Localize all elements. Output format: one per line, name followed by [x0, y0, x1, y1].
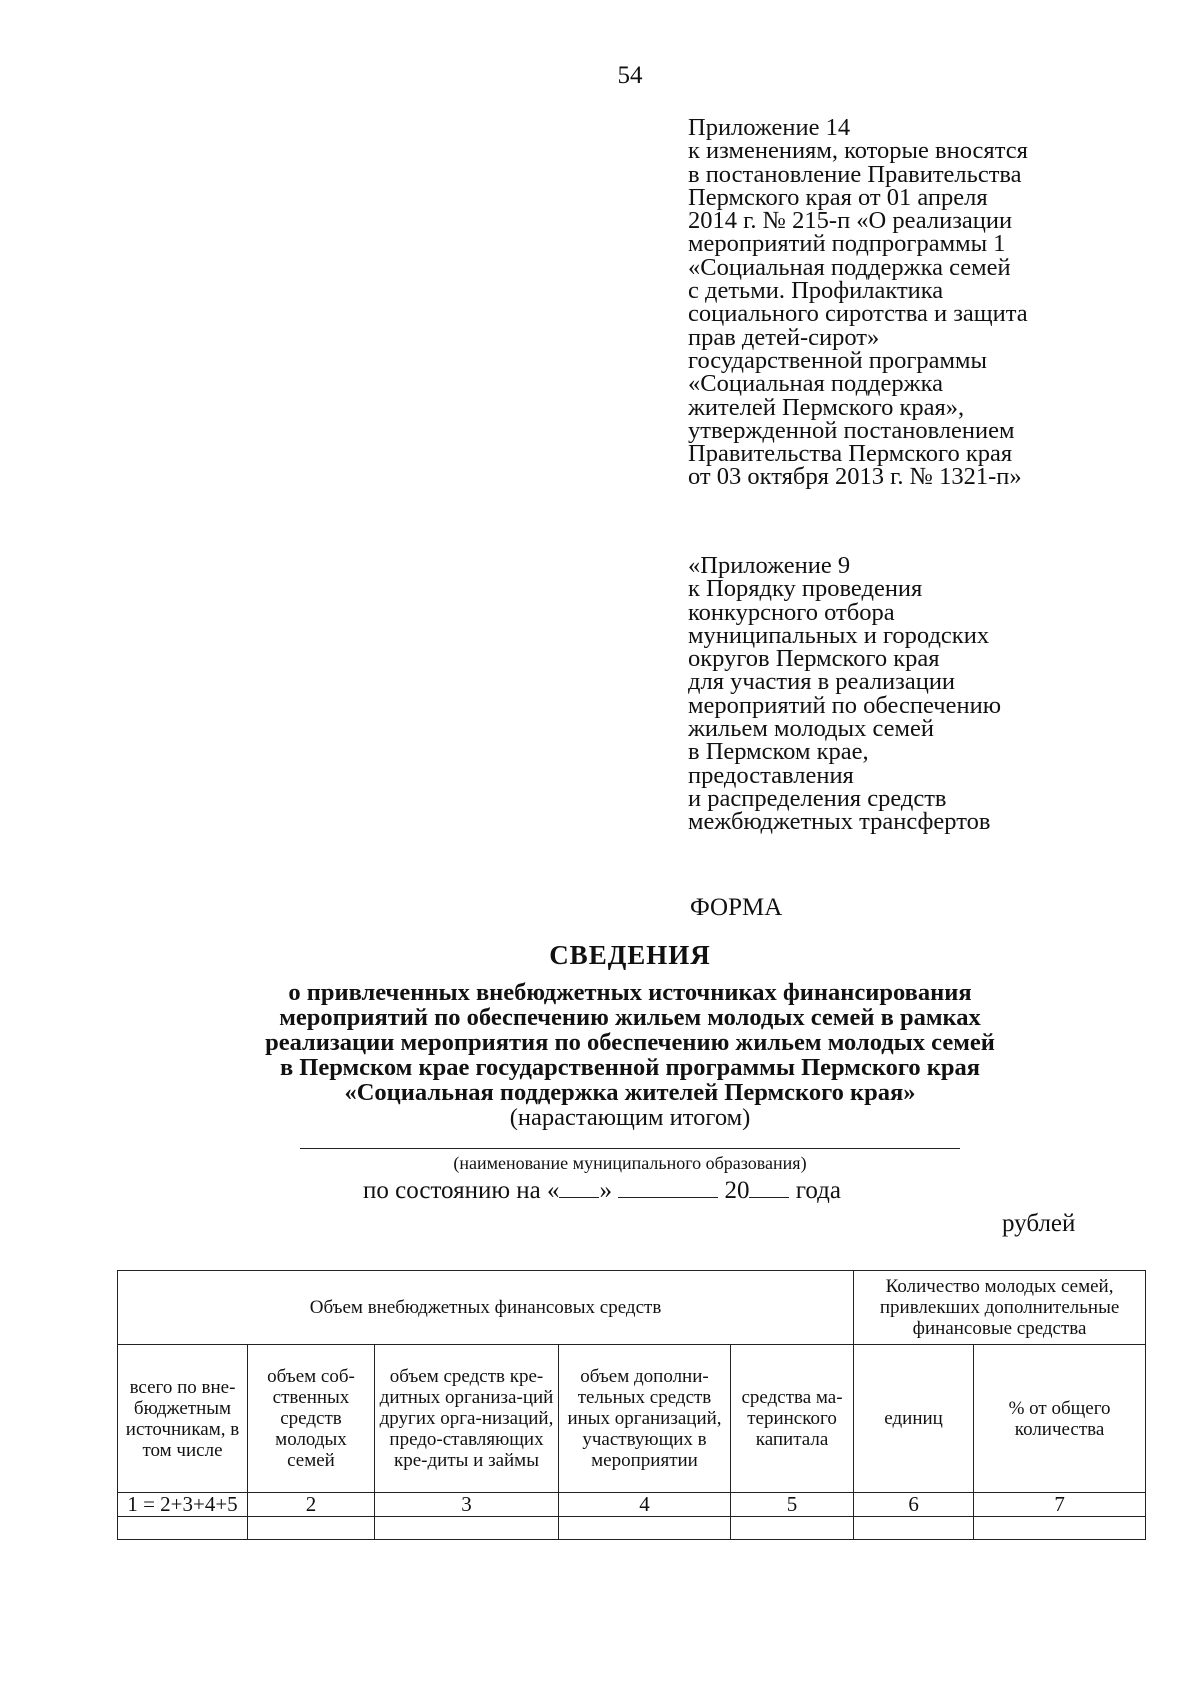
data-cell[interactable]: [974, 1517, 1146, 1540]
appendix-line: в постановление Правительства: [688, 160, 1022, 188]
appendix-line: социального сиротства и защита: [688, 300, 1028, 328]
document-subtitle: [0, 980, 1200, 1130]
header-percent: % от общего количества: [974, 1345, 1146, 1493]
date-mid: »: [599, 1177, 612, 1204]
page-number: 54: [617, 62, 643, 89]
appendix-line: государственной программы: [688, 346, 987, 374]
appendix-line: предоставления: [688, 761, 854, 789]
subtitle-line: в Пермском крае государственной программы Пермского края: [279, 1054, 981, 1081]
appendix-line: к изменениям, которые вносятся: [688, 137, 1028, 165]
appendix-line: мероприятий подпрограммы 1: [688, 230, 1006, 258]
appendix-line: утвержденной постановлением: [688, 416, 1015, 444]
appendix-14-block: [688, 116, 1028, 489]
header-families-count: Количество молодых семей, привлекших дополнительные финансовые средства: [854, 1271, 1146, 1345]
report-date-line: [363, 1177, 841, 1205]
appendix-line: жителей Пермского края»,: [688, 393, 965, 421]
header-credit-funds: объем средств кре-дитных организа-ций других орга-низаций, предо-ставляющих кре-диты и займы: [375, 1345, 559, 1493]
appendix-line: в Пермском крае,: [688, 738, 869, 766]
header-units: единиц: [854, 1345, 974, 1493]
appendix-line: Приложение 14: [688, 114, 851, 141]
municipality-caption: (наименование муниципального образования): [453, 1153, 807, 1173]
document-title: СВЕДЕНИЯ: [549, 940, 711, 970]
header-other-orgs-funds: объем дополни-тельных средств иных организаций, участвующих в мероприятии: [559, 1345, 731, 1493]
appendix-line: муниципальных и городских: [688, 621, 990, 649]
data-cell[interactable]: [854, 1517, 974, 1540]
appendix-line: межбюджетных трансфертов: [688, 808, 991, 836]
subtitle-line: мероприятий по обеспечению жильем молодых семей в рамках: [279, 1004, 981, 1031]
date-suffix: года: [795, 1177, 841, 1204]
appendix-line: к Порядку проведения: [688, 575, 923, 603]
data-cell[interactable]: [559, 1517, 731, 1540]
appendix-line: для участия в реализации: [688, 668, 956, 696]
data-cell[interactable]: [118, 1517, 248, 1540]
column-number: 4: [559, 1493, 731, 1517]
header-funds-volume: Объем внебюджетных финансовых средств: [118, 1271, 854, 1345]
column-number: 1 = 2+3+4+5: [118, 1493, 248, 1517]
appendix-line: и распределения средств: [688, 784, 947, 812]
appendix-line: «Социальная поддержка: [688, 370, 943, 398]
header-own-funds: объем соб-ственных средств молодых семей: [248, 1345, 375, 1493]
funding-table: [117, 1270, 1146, 1540]
appendix-line: Пермского края от 01 апреля: [688, 183, 988, 211]
header-total: всего по вне-бюджетным источникам, в том числе: [118, 1345, 248, 1493]
subtitle-line: реализации мероприятия по обеспечению жильем молодых семей: [265, 1029, 995, 1056]
appendix-line: Правительства Пермского края: [688, 440, 1013, 468]
appendix-9-block: [688, 554, 1001, 834]
date-prefix: по состоянию на «: [363, 1177, 560, 1204]
day-blank[interactable]: [559, 1177, 599, 1198]
appendix-line: мероприятий по обеспечению: [688, 691, 1002, 719]
appendix-line: прав детей-сирот»: [688, 323, 880, 351]
subtitle-line: о привлеченных внебюджетных источниках финансирования: [288, 979, 972, 1006]
appendix-line: 2014 г. № 215-п «О реализации: [688, 207, 1013, 235]
year-blank[interactable]: [749, 1177, 789, 1198]
column-number: 2: [248, 1493, 375, 1517]
appendix-line: жильем молодых семей: [688, 715, 934, 743]
form-label: ФОРМА: [690, 894, 783, 921]
column-number: 3: [375, 1493, 559, 1517]
month-blank[interactable]: [618, 1177, 718, 1198]
subtitle-line: «Социальная поддержка жителей Пермского края»: [344, 1079, 916, 1106]
appendix-line: конкурсного отбора: [688, 598, 895, 626]
header-maternity-capital: средства ма-теринского капитала: [731, 1345, 854, 1493]
appendix-line: округов Пермского края: [688, 645, 940, 673]
column-number: 5: [731, 1493, 854, 1517]
year-prefix: 20: [724, 1177, 750, 1204]
data-cell[interactable]: [375, 1517, 559, 1540]
appendix-line: с детьми. Профилактика: [688, 277, 944, 305]
data-cell[interactable]: [248, 1517, 375, 1540]
column-number: 6: [854, 1493, 974, 1517]
currency-label: рублей: [1002, 1210, 1076, 1237]
data-cell[interactable]: [731, 1517, 854, 1540]
municipality-name-blank[interactable]: [300, 1148, 960, 1149]
subtitle-note: (нарастающим итогом): [509, 1104, 751, 1131]
appendix-line: «Социальная поддержка семей: [688, 253, 1011, 281]
appendix-line: «Приложение 9: [688, 552, 851, 579]
appendix-line: от 03 октября 2013 г. № 1321-п»: [688, 463, 1022, 491]
column-number: 7: [974, 1493, 1146, 1517]
